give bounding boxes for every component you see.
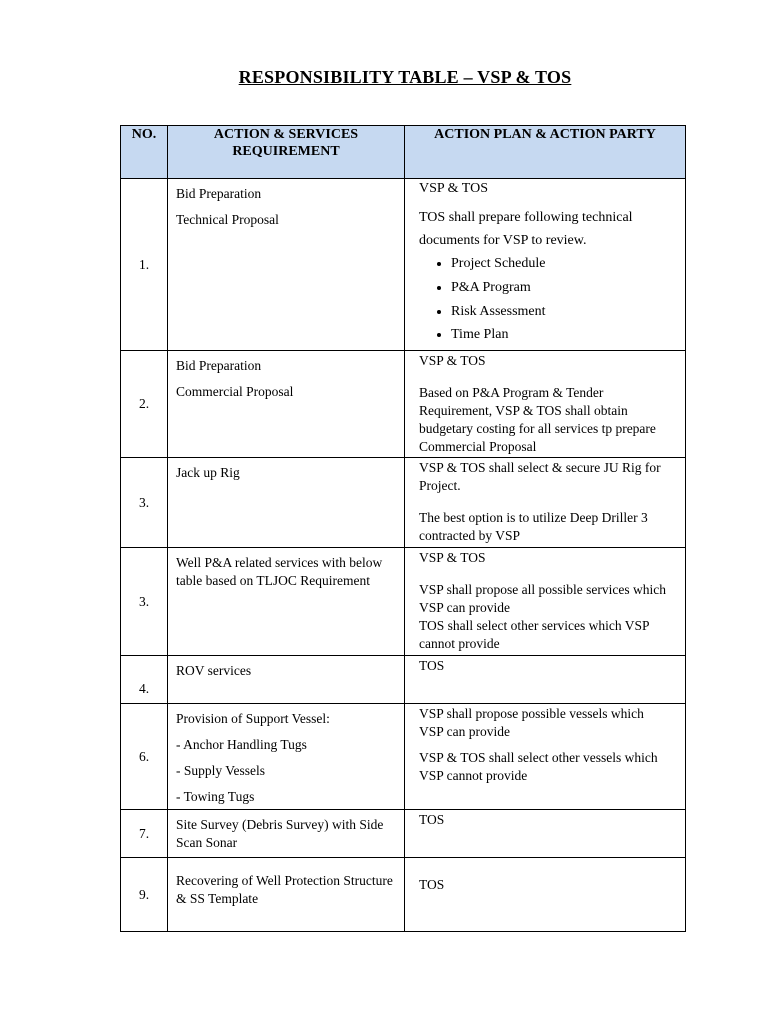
plan-party: TOS: [419, 812, 445, 827]
row-number: 2.: [121, 351, 168, 458]
table-row: [121, 810, 686, 858]
table-row: [121, 458, 686, 548]
bullet-item: • Time Plan: [451, 324, 671, 346]
table-row: [121, 656, 686, 704]
action-cell: [168, 810, 405, 858]
action-line: Site Survey (Debris Survey) with Side Scan Sonar: [176, 817, 384, 850]
action-line: Well P&A related services with below table based on TLJOC Requirement: [176, 555, 383, 588]
row-number: 6.: [121, 704, 168, 810]
action-line: Jack up Rig: [176, 465, 240, 480]
header-no: NO.: [121, 126, 168, 179]
plan-cell: [405, 704, 686, 810]
plan-text-2: TOS shall select other services which VSP cannot provide: [419, 618, 649, 651]
header-action: ACTION & SERVICES REQUIREMENT: [168, 126, 405, 179]
table-row: [121, 179, 686, 351]
plan-party: VSP shall propose possible vessels which VSP can provide: [419, 706, 644, 739]
plan-cell: [405, 810, 686, 858]
action-line: ROV services: [176, 663, 252, 678]
plan-party: TOS: [419, 877, 445, 892]
action-line: Bid Preparation: [176, 358, 262, 373]
plan-text: VSP & TOS shall select other vessels which VSP cannot provide: [419, 750, 658, 783]
row-number: 4.: [121, 656, 168, 704]
row-number: 3.: [121, 548, 168, 656]
bullet-item: • P&A Program: [451, 276, 671, 300]
action-line: Bid Preparation: [176, 186, 262, 201]
responsibility-table: [120, 125, 686, 932]
plan-party: VSP & TOS: [419, 550, 486, 565]
plan-cell: [405, 656, 686, 704]
plan-party: TOS: [419, 658, 445, 673]
table-header-row: [121, 126, 686, 179]
action-line: Provision of Support Vessel:: [176, 711, 330, 726]
plan-cell: [405, 858, 686, 932]
action-cell: [168, 548, 405, 656]
action-cell: [168, 458, 405, 548]
action-line: Recovering of Well Protection Structure & SS Template: [176, 873, 393, 906]
table-row: [121, 548, 686, 656]
action-line: - Supply Vessels: [176, 763, 266, 778]
header-plan: ACTION PLAN & ACTION PARTY: [405, 126, 686, 179]
action-line: Technical Proposal: [176, 212, 279, 227]
row-number: 7.: [121, 810, 168, 858]
table-row: [121, 704, 686, 810]
plan-cell: [405, 179, 686, 351]
action-cell: [168, 179, 405, 351]
action-line: Commercial Proposal: [176, 384, 294, 399]
plan-text: Based on P&A Program & Tender Requirement, VSP & TOS shall obtain budgetary costing for all services tp prepare Commercial Proposal: [419, 385, 656, 454]
row-number: 1.: [121, 179, 168, 351]
plan-bullets: [419, 252, 671, 346]
plan-text: The best option is to utilize Deep Driller 3 contracted by VSP: [419, 510, 648, 543]
action-cell: [168, 351, 405, 458]
plan-party: VSP & TOS: [419, 181, 488, 196]
plan-text: VSP shall propose all possible services which VSP can provide: [419, 582, 666, 615]
bullet-item: • Risk Assessment: [451, 300, 671, 324]
plan-party: VSP & TOS shall select & secure JU Rig for Project.: [419, 460, 661, 493]
action-cell: [168, 858, 405, 932]
row-number: 9.: [121, 858, 168, 932]
plan-text: TOS shall prepare following technical documents for VSP to review.: [419, 210, 633, 248]
action-cell: [168, 656, 405, 704]
document-title: RESPONSIBILITY TABLE – VSP & TOS: [238, 67, 572, 87]
plan-cell: [405, 351, 686, 458]
bullet-item: • Project Schedule: [451, 252, 671, 276]
action-line: - Towing Tugs: [176, 789, 255, 804]
table-row: [121, 858, 686, 932]
table-row: [121, 351, 686, 458]
row-number: 3.: [121, 458, 168, 548]
plan-party: VSP & TOS: [419, 353, 486, 368]
action-cell: [168, 704, 405, 810]
plan-cell: [405, 548, 686, 656]
plan-cell: [405, 458, 686, 548]
action-line: - Anchor Handling Tugs: [176, 737, 307, 752]
